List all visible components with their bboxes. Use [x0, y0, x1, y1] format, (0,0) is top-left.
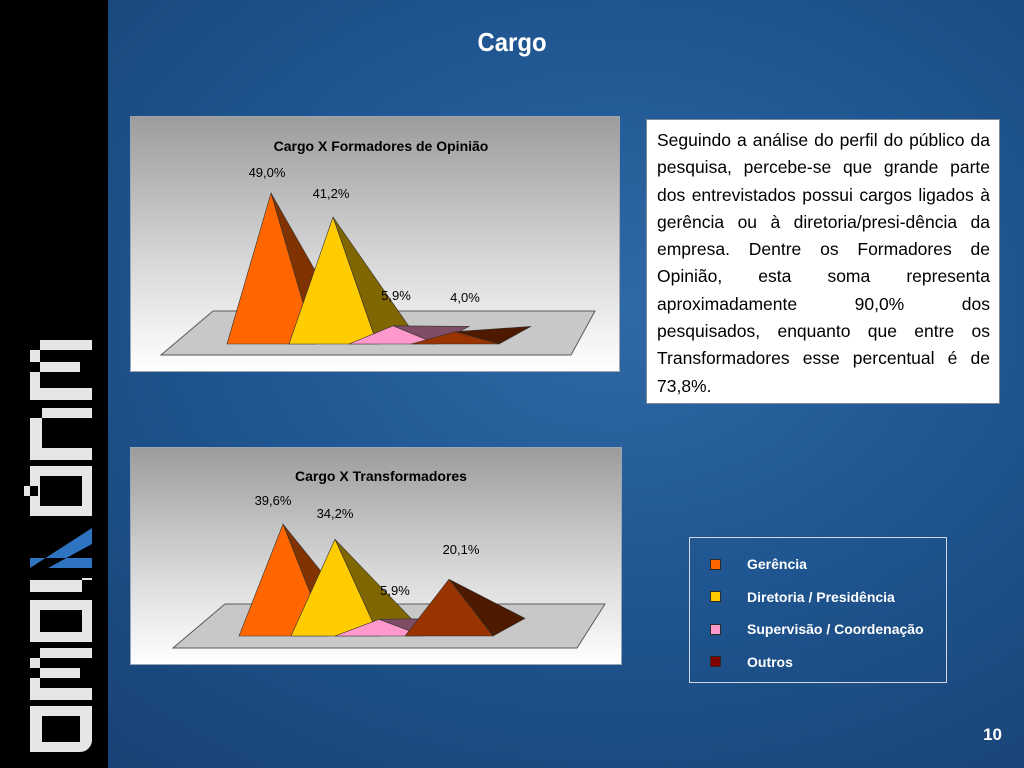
- page-number: 10: [983, 725, 1002, 744]
- legend-label: Supervisão / Coordenação: [747, 621, 924, 638]
- legend-item-diretoria: [710, 581, 946, 614]
- legend-item-supervisao: [710, 613, 946, 646]
- legend-item-gerencia: [710, 548, 946, 581]
- chart-formadores: [130, 116, 620, 372]
- legend-swatch: [710, 591, 721, 602]
- legend-label: Gerência: [747, 556, 807, 573]
- destaque-logo: [22, 300, 92, 760]
- data-label-gerencia: 39,6%: [254, 493, 292, 508]
- legend-label: Outros: [747, 653, 793, 670]
- page-title: Cargo: [477, 27, 547, 57]
- data-label-outros: 4,0%: [450, 290, 480, 305]
- data-label-supervisao: 5,9%: [380, 583, 410, 598]
- legend-swatch: [710, 559, 721, 570]
- chart-transformadores-svg: [131, 448, 621, 664]
- chart-legend: [689, 537, 947, 683]
- legend-swatch: [710, 656, 721, 667]
- chart-transformadores: [130, 447, 622, 665]
- data-label-outros: 20,1%: [442, 542, 480, 557]
- chart-title: Cargo X Formadores de Opinião: [273, 138, 489, 154]
- data-label-supervisao: 5,9%: [381, 288, 411, 303]
- analysis-textbox: Seguindo a análise do perfil do público da pesquisa, percebe-se que grande parte dos entrevistados possui cargos ligados à gerência ou à diretoria/presi-dência da empresa. Dentre os Formadores de Opinião, esta soma representa aproximadamente 90,0% dos pesquisados, enquanto que entre os Transformadores esse percentual é de 73,8%.: [646, 119, 1000, 404]
- chart-title: Cargo X Transformadores: [295, 468, 467, 484]
- legend-label: Diretoria / Presidência: [747, 588, 895, 605]
- chart-formadores-svg: [131, 117, 619, 371]
- legend-swatch: [710, 624, 721, 635]
- sidebar: [0, 0, 108, 768]
- legend-item-outros: [710, 646, 946, 679]
- data-label-gerencia: 49,0%: [248, 165, 286, 180]
- data-label-diretoria: 34,2%: [316, 506, 354, 521]
- data-label-diretoria: 41,2%: [312, 186, 350, 201]
